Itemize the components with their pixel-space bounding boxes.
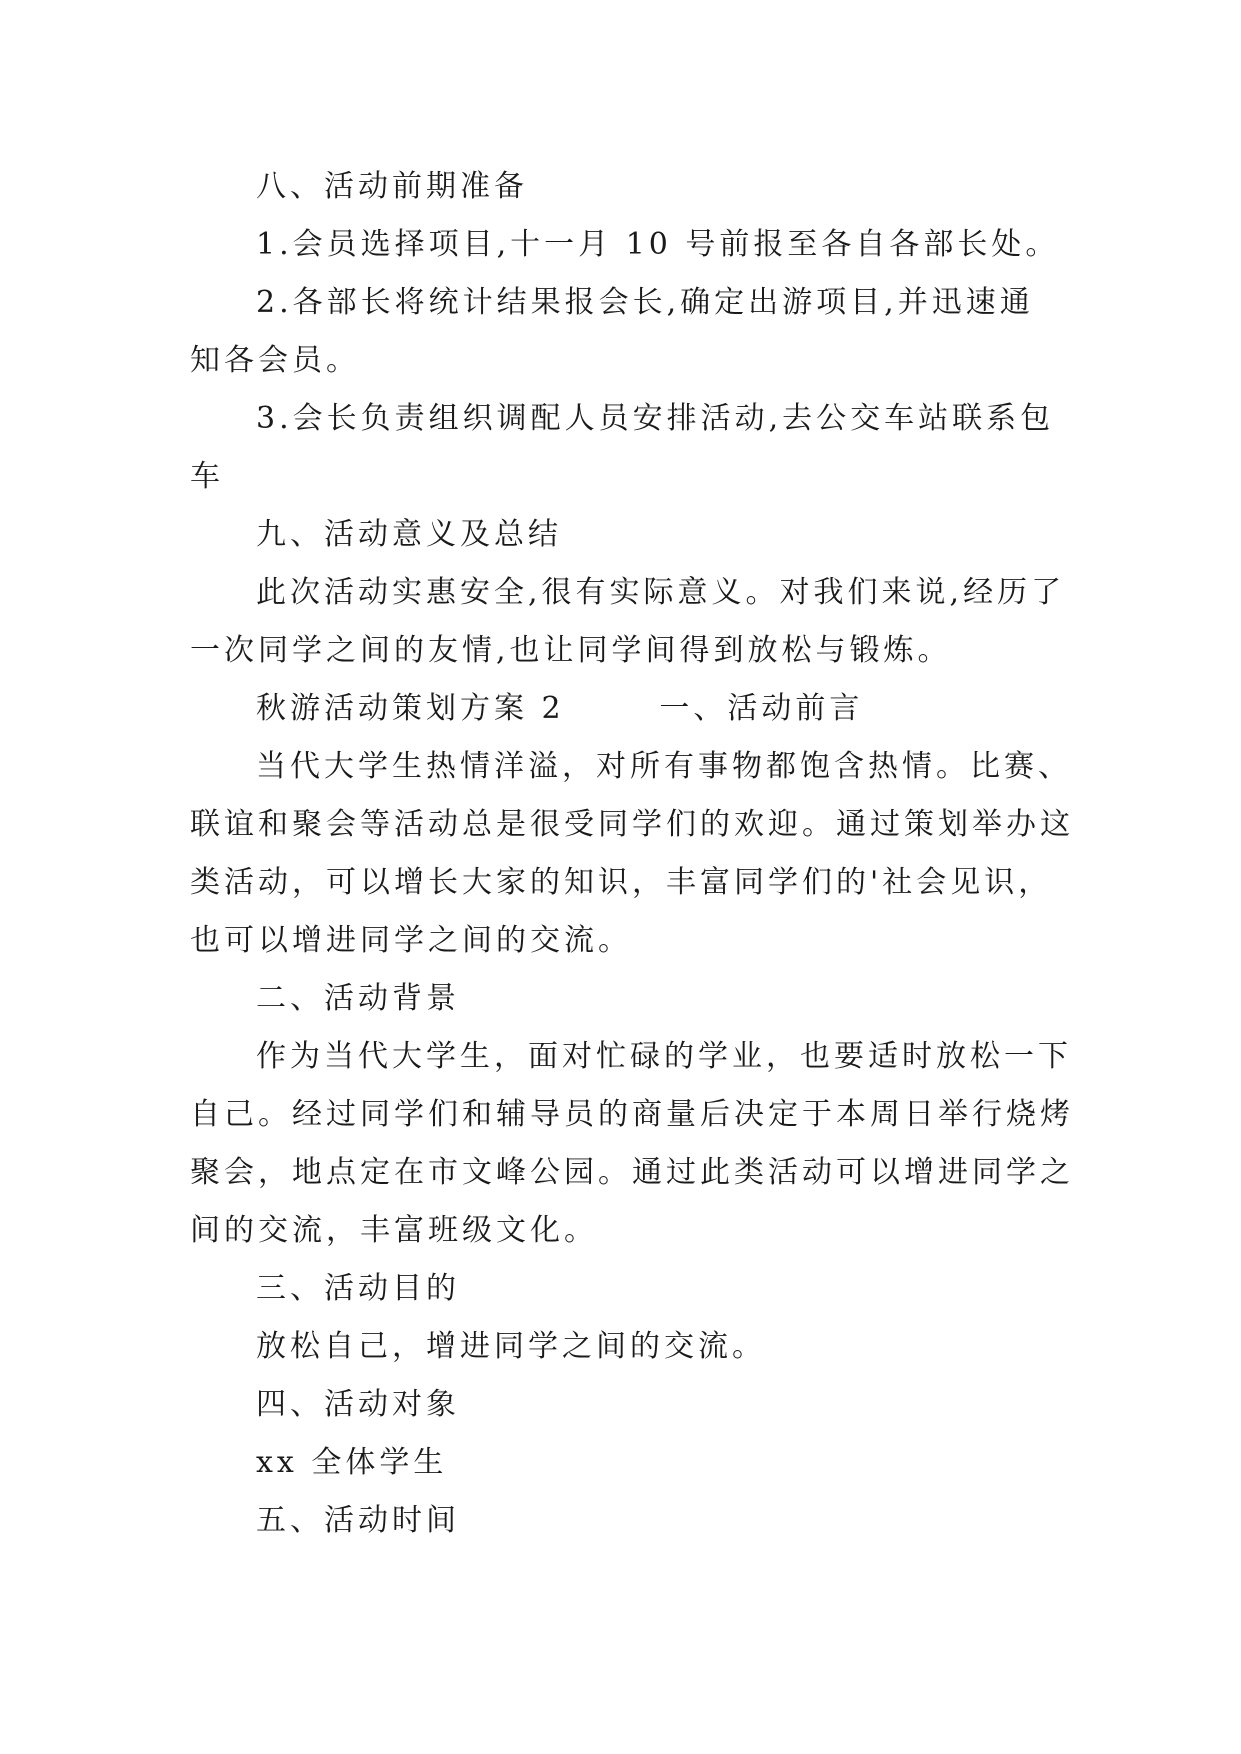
paragraph-line: 类活动，可以增长大家的知识，丰富同学们的'社会见识， — [190, 865, 1053, 900]
paragraph-line: 聚会，地点定在市文峰公园。通过此类活动可以增进同学之 — [190, 1155, 1074, 1190]
heading-audience: 四、活动对象 — [256, 1387, 460, 1422]
paragraph-line: 当代大学生热情洋溢，对所有事物都饱含热情。比赛、 — [256, 749, 1072, 784]
paragraph-line: 3.会长负责组织调配人员安排活动,去公交车站联系包 — [256, 401, 1055, 436]
paragraph-line: 间的交流，丰富班级文化。 — [190, 1213, 598, 1248]
paragraph-line: 也可以增进同学之间的交流。 — [190, 923, 632, 958]
paragraph-line: 放松自己，增进同学之间的交流。 — [256, 1329, 766, 1364]
paragraph-line: 自己。经过同学们和辅导员的商量后决定于本周日举行烧烤 — [190, 1097, 1074, 1132]
paragraph-line: 2.各部长将统计结果报会长,确定出游项目,并迅速通 — [256, 285, 1034, 320]
paragraph-line: 知各会员。 — [190, 343, 360, 378]
paragraph-line: xx 全体学生 — [256, 1445, 448, 1480]
paragraph-line: 此次活动实惠安全,很有实际意义。对我们来说,经历了 — [256, 575, 1066, 610]
paragraph-line: 车 — [190, 459, 224, 494]
heading-significance: 九、活动意义及总结 — [256, 517, 562, 552]
paragraph-line: 作为当代大学生，面对忙碌的学业，也要适时放松一下 — [256, 1039, 1072, 1074]
heading-preparation: 八、活动前期准备 — [256, 169, 528, 204]
paragraph-line: 联谊和聚会等活动总是很受同学们的欢迎。通过策划举办这 — [190, 807, 1074, 842]
heading-background: 二、活动背景 — [256, 981, 460, 1016]
paragraph-line: 1.会员选择项目,十一月 10 号前报至各自各部长处。 — [256, 227, 1060, 262]
heading-purpose: 三、活动目的 — [256, 1271, 460, 1306]
heading-time: 五、活动时间 — [256, 1503, 460, 1538]
paragraph-line: 一次同学之间的友情,也让同学间得到放松与锻炼。 — [190, 633, 952, 668]
document-body — [190, 158, 1074, 1550]
heading-plan-2: 秋游活动策划方案 2 一、活动前言 — [256, 691, 864, 726]
